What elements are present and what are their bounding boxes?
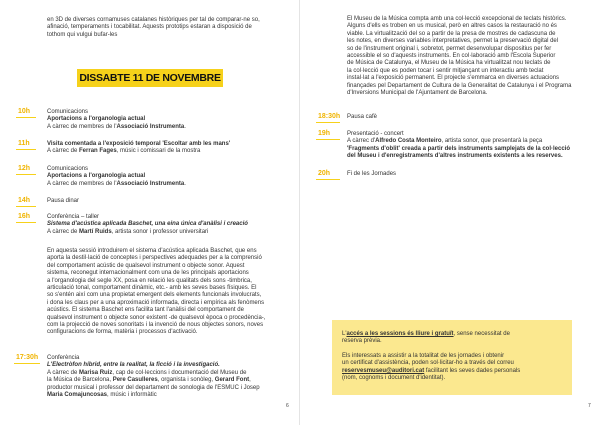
event-time: 19h — [318, 130, 331, 137]
event-details — [47, 166, 186, 188]
time-underline — [316, 139, 340, 140]
day-banner: DISSABTE 11 DE NOVEMBRE — [77, 69, 223, 87]
event-time: 16h — [18, 213, 31, 220]
text-line: i dona les claus per a una aproximació informada, directa i empírica als fenòmens — [47, 299, 265, 306]
text-line: acústics. El sistema Baschet ens facilita tant l'anàlisi del comportament de — [47, 307, 244, 314]
event-line: Conferència – taller — [47, 214, 100, 220]
session-description — [47, 248, 287, 337]
time-underline — [14, 363, 40, 364]
event-time: 12h — [18, 165, 31, 172]
text-line: afinació, temperaments i tocabilitat. Aquests prototips estaran a disposició de — [47, 24, 252, 31]
time-underline — [316, 122, 340, 123]
text-line: so s'entén així com una propietat emergent dels elements funcionals involucrats, — [47, 292, 262, 299]
text-line: viable. La virtualització del so a partir de la presa de mostres de cadascuna de — [347, 30, 556, 37]
text-line: instal·lat a l'exposició permanent. El projecte s'emmarca en diverses actuacions — [347, 75, 560, 82]
text-line: so de l'instrument original i, sobretot, permet desenvolupar dispositius per fer — [347, 45, 552, 52]
event-details — [47, 198, 79, 205]
event-line: A càrrec de membres de l'Associació Instrumenta. — [47, 123, 186, 130]
text-line: El Museu de la Música compta amb una col·lecció excepcional de teclats històrics. — [347, 16, 567, 22]
event-line: Comunicacions — [47, 166, 89, 172]
event-line: A càrrec d'Alfredo Costa Monteiro, artista sonor, que presentarà la peça — [347, 138, 543, 145]
event-details — [47, 109, 186, 131]
page-number-right: 7 — [588, 403, 591, 409]
time-underline — [16, 149, 36, 150]
access-notice-text — [342, 331, 564, 346]
text-line: la col·lecció que es poden tocar i sentir mitjançant un interactiu amb teclat — [347, 67, 544, 74]
time-underline — [16, 206, 36, 207]
event-line: del Museu i d'enregistraments d'altres instruments existents a les reserves. — [347, 153, 563, 160]
event-line: Conferència — [47, 355, 80, 361]
text-line: com la projecció de noves sonoritats i la invenció de nous objectes sonors, noves — [47, 322, 264, 329]
event-line: A càrrec de Ferran Fages, músic i comissari de la mostra — [47, 148, 201, 155]
time-underline — [316, 179, 340, 180]
event-line: productor musical i professor del departament de sonologia de l'ESMUC i Josep — [47, 384, 260, 391]
text-line: reserva prèvia. — [342, 338, 382, 345]
text-line: d'Inversions Municipal de l'Ajuntament de Barcelona. — [347, 90, 488, 97]
event-time: 11h — [18, 140, 30, 147]
event-details — [347, 114, 377, 121]
right-intro-paragraph — [347, 16, 587, 97]
event-line: Aportacions a l'organologia actual — [47, 116, 146, 123]
text-line: L'accés a les sessions és lliure i gratuït, sense necessitat de — [342, 331, 510, 337]
event-line: Pausa cafè — [347, 114, 378, 120]
text-line: En aquesta sessió introduirem el sistema d'acústica aplicada Baschet, que ens — [47, 248, 257, 254]
event-line: A càrrec de membres de l'Associació Instrumenta. — [47, 180, 186, 187]
event-line: Fi de les Jornades — [347, 171, 397, 177]
time-underline — [16, 117, 36, 118]
event-line: A càrrec de Martí Ruids, artista sonor i professor universitari — [47, 228, 209, 235]
certificate-notice-text — [342, 353, 564, 383]
text-line: en 3D de diverses cornamuses catalanes històriques per tal de comparar-ne so, — [47, 17, 260, 23]
event-details — [47, 141, 230, 156]
event-line: Maria Comajuncosas, músic i informàtic — [47, 392, 157, 399]
event-details — [47, 355, 260, 399]
text-line: de Música de Catalunya, el Museu de la Música ha virtualitzat nou teclats de — [347, 60, 551, 67]
text-line: sistema, reconegut internacionalment com una de les principals aportacions — [47, 270, 249, 277]
text-line: (nom, cognoms i document d'identitat). — [342, 375, 446, 382]
text-line: Alguns d'ells es troben en us musical, però en altres casos la restauració no és — [347, 23, 557, 30]
event-details — [347, 131, 570, 161]
text-line: un certificat d'assistència, poden sol·licitar-ho a través del correu — [342, 360, 514, 367]
event-line: L'Electròfon híbrid, entre la realitat, la ficció i la investigació. — [47, 362, 220, 369]
time-underline — [16, 222, 36, 223]
event-line: Pausa dinar — [47, 198, 80, 204]
event-line: Aportacions a l'organologia actual — [47, 173, 146, 180]
time-underline — [16, 174, 36, 175]
text-line: accessible el so d'aquests instruments. En col·laboració amb l'Escola Superior — [347, 53, 556, 60]
event-line: Presentació - concert — [347, 131, 404, 137]
text-line: a l'organologia del segle XX, posa en relació les qualitats dels sons -timbrica, — [47, 277, 252, 284]
text-line: configuracions de forma, matèria i processos d'activació. — [47, 329, 198, 336]
text-line: del comportament acústic de qualsevol instrument o objecte sonor. Aquest — [47, 262, 245, 269]
event-time: 18:30h — [318, 113, 341, 120]
text-line: articulació tonal, comportament dinàmic, etc.- amb les seves bases físiques. El — [47, 285, 257, 292]
event-details — [347, 171, 396, 178]
text-line: qualsevol instrument o objecte sonor existent -de qualsevol època o procedència-, — [47, 314, 266, 321]
left-intro-paragraph — [47, 17, 277, 39]
text-line: tothom qui vulgui bufar-les — [47, 31, 118, 38]
event-line: Sistema d'acústica aplicada Baschet, una eina única d'anàlisi i creació — [47, 221, 248, 228]
event-time: 10h — [18, 108, 31, 115]
event-line: Visita comentada a l'exposició temporal 'Escoltar amb les mans' — [47, 141, 231, 147]
event-time: 14h — [18, 197, 31, 204]
text-line: aporta la destil·lació de conceptes i perspectives adequades per a la comprensió — [47, 255, 262, 262]
event-time: 20h — [318, 170, 331, 177]
event-line: A càrrec de Marisa Ruiz, cap de col·leccions i documentació del Museu de — [47, 369, 247, 376]
event-time: 17:30h — [16, 354, 39, 361]
text-line: finançades pel Departament de Cultura de la Generalitat de Catalunya i el Programa — [347, 82, 572, 89]
text-line: Els interessats a assistir a la totalitat de les jornades i obtenir — [342, 353, 505, 359]
event-line: Comunicacions — [47, 109, 89, 115]
event-line: la Música de Barcelona, Pere Casulleres, organista i sonòleg, Gerard Font, — [47, 377, 251, 384]
event-details — [47, 214, 248, 236]
page-number-left: 6 — [286, 403, 289, 409]
text-line: les notes, en diverses variables interpretatives, permet la preservació digital del — [347, 38, 559, 45]
event-line: 'Fragments d'oblit' creada a partir dels instruments samplejats de la col·lecció — [347, 145, 571, 152]
text-line: reservesmuseu@auditori.cat facilitant les seves dades personals — [342, 367, 521, 374]
